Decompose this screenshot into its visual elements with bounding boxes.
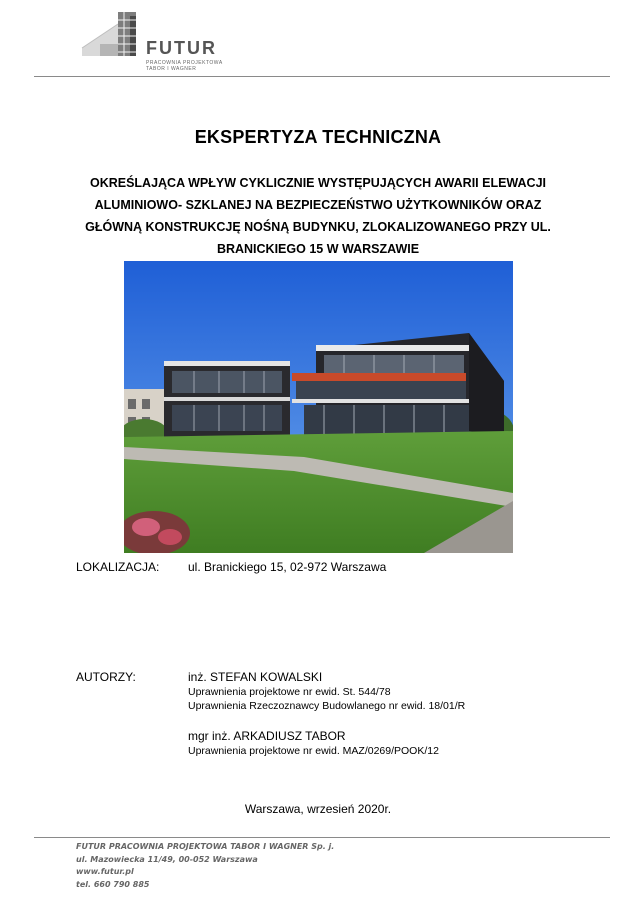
logo-subtitle-1: PRACOWNIA PROJEKTOWA (146, 60, 223, 66)
logo-subtitle-2: TABOR I WAGNER (146, 66, 197, 72)
subtitle-line: BRANICKIEGO 15 W WARSZAWIE (216, 242, 420, 256)
header-divider (34, 76, 610, 77)
subtitle-line: OKREŚLAJĄCA WPŁYW CYKLICZNIE WYSTĘPUJĄCYCH AWARII ELEWACJI (89, 176, 547, 190)
subtitle-line: GŁÓWNĄ KONSTRUKCJĘ NOŚNĄ BUDYNKU, ZLOKALIZOWANEGO PRZY UL. (85, 220, 551, 234)
footer-company: FUTUR PRACOWNIA PROJEKTOWA TABOR I WAGNER Sp. j. (76, 842, 335, 851)
subtitle-line: ALUMINIOWO- SZKLANEJ NA BEZPIECZEŃSTWO UŻYTKOWNIKÓW ORAZ (94, 198, 542, 212)
author-1-name: inż. STEFAN KOWALSKI (188, 670, 323, 684)
footer-contact (76, 841, 334, 891)
document-title: EKSPERTYZA TECHNICZNA (194, 127, 442, 147)
author-1-credential: Uprawnienia Rzeczoznawcy Budowlanego nr ewid. 18/01/R (188, 700, 466, 712)
company-logo (78, 10, 238, 72)
location-value: ul. Branickiego 15, 02-972 Warszawa (188, 560, 387, 574)
building-photo (124, 261, 513, 553)
footer-website-link[interactable]: www.futur.pl (76, 867, 134, 876)
author-2-credential: Uprawnienia projektowe nr ewid. MAZ/0269/POOK/12 (188, 745, 439, 757)
logo-name: FUTUR (146, 38, 217, 58)
authors-label: AUTORZY: (76, 670, 136, 684)
footer-address: ul. Mazowiecka 11/49, 00-052 Warszawa (76, 854, 258, 864)
footer-phone: tel. 660 790 885 (76, 879, 150, 889)
date-place: Warszawa, wrzesień 2020r. (244, 802, 392, 816)
document-subtitle (70, 172, 566, 260)
author-2-name: mgr inż. ARKADIUSZ TABOR (188, 729, 346, 743)
author-1-credential: Uprawnienia projektowe nr ewid. St. 544/78 (188, 686, 391, 698)
footer-divider (34, 837, 610, 838)
logo-building-icon (78, 10, 144, 62)
location-label: LOKALIZACJA: (76, 560, 160, 574)
